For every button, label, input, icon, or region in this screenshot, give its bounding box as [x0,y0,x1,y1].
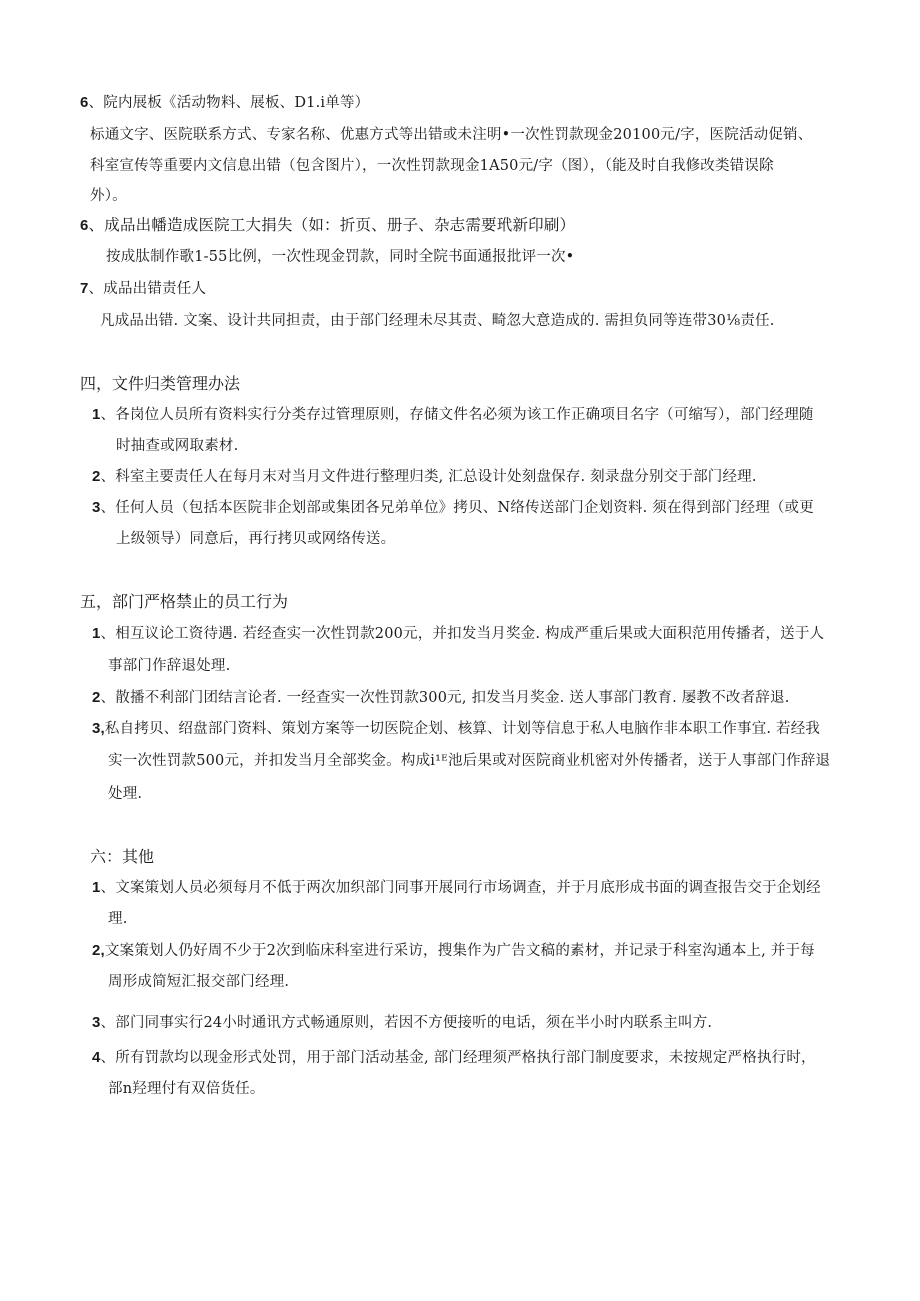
section-5-item-3-line-2: 实一次性罚款500元，并扣发当月全部奖金。构成i¹ᴱ池后果或对医院商业机密对外传播者，送于人事部门作辞退 [108,753,831,769]
section-4-item-1-line-2: 时抽查或网取素材. [116,438,239,454]
section-6-item-4-line-2: 部n羟理付有双倍货任。 [108,1081,265,1097]
item-6b-heading [80,214,575,237]
section-4-item-1-line-1 [92,404,814,426]
item-number: 2, [92,942,105,959]
item-6-line-1: 标通文字、医院联系方式、专家名称、优惠方式等出错或未注明•一次性罚款现金20100元/字，医院活动促销、 [90,127,813,143]
section-5-item-1-line-2: 事部门作辞退处理. [108,658,231,674]
section-6-item-1-line-2: 理. [108,911,128,927]
item-number: 6 [80,94,89,111]
item-number: 1 [92,879,101,896]
item-number: 7 [80,280,89,297]
item-number: 1 [92,406,101,423]
item-text: 、相互议论工资待遇. 若经查实一次性罚款200元，并扣发当月奖金. 构成严重后果或大面积范用传播者，送于人 [100,626,825,642]
section-5-item-3-line-3: 处理. [108,786,143,802]
item-number: 3, [92,720,105,737]
item-7-heading [80,278,206,300]
section-4-item-2-line-1 [92,466,757,488]
item-text: 、各岗位人员所有资料实行分类存过管理原则，存储文件名必须为该工作正确项目名字（可缩写），部门经理随 [100,407,814,423]
item-number: 6 [80,217,89,234]
item-number: 2 [92,468,101,485]
section-6-title: 六：其他 [90,847,155,866]
item-text: 、所有罚款均以现金形式处罚，用于部门活动基金, 部门经理须严格执行部门制度要求，未按规定严格执行时， [100,1050,816,1066]
section-6-item-1-line-1 [92,877,821,899]
item-number: 2 [92,689,101,706]
item-text: 、散播不利部门团结言论者. 一经查实一次性罚款300元, 扣发当月奖金. 送人事部门教育. 屡教不改者辞退. [100,690,790,706]
item-6-line-2: 科室宣传等重要内文信息出错（包含图片），一次性罚款现金1A50元/字（图），（能及时自我修改类错误除 [90,158,774,174]
item-title: 、院内展板《活动物料、展板、D1.i单等） [88,95,370,111]
section-6-item-3-line-1 [92,1012,712,1034]
item-6b-line-1: 按成肽制作歌1-55比例，一次性现金罚款，同时全院书面通报批评一次• [106,249,575,265]
item-number: 1 [92,625,101,642]
section-6-item-4-line-1 [92,1047,816,1069]
item-text: 文案策划人仍好周不少于2次到临床科室进行采访，搜集作为广告文稿的素材，并记录于科室沟通本上, 并于每 [104,943,815,959]
section-4-item-3-line-2: 上级领导）同意后，再行拷贝或网络传送。 [116,531,396,547]
item-title: 、成品出错责任人 [88,281,207,297]
item-text: 私自拷贝、绍盘部门资料、策划方案等一切医院企划、核算、计划等信息于私人电脑作非本职工作事宜. 若经我 [104,721,821,737]
section-5-item-3-line-1 [92,718,820,740]
section-4-title: 四，文件归类管理办法 [80,374,241,393]
item-text: 、文案策划人员必须每月不低于两次加织部门同事开展同行市场调查，并于月底形成书面的调查报告交于企划经 [100,880,821,896]
section-5-item-2-line-1 [92,687,790,709]
section-5-title: 五，部门严格禁止的员工行为 [80,592,289,611]
item-6-heading [80,92,369,114]
item-number: 3 [92,1014,101,1031]
item-6-line-3: 外）。 [90,188,127,204]
item-title: 、成品出幡造成医院工大捐失（如：折页、册子、杂志需要玳新印刷） [88,216,576,234]
item-number: 3 [92,499,101,516]
section-6-item-2-line-1 [92,940,815,962]
item-text: 、任何人员（包括本医院非企划部或集团各兄弟单位》拷贝、N络传送部门企划资料. 须在得到部门经理（或更 [100,500,814,516]
section-5-item-1-line-1 [92,623,824,645]
section-6-item-2-line-2: 周形成简短汇报交部门经理. [108,974,290,990]
section-4-item-3-line-1 [92,497,814,519]
item-text: 、部门同事实行24小时通讯方式畅通原则，若因不方便接听的电话，须在半小时内联系主叫方. [100,1015,713,1031]
item-text: 、科室主要责任人在每月末对当月文件进行整理归类, 汇总设计处刻盘保存. 刻录盘分别交于部门经理. [100,469,757,485]
item-7-line-1: 凡成品出错. 文案、设计共同担责，由于部门经理未尽其责、畸忽大意造成的. 需担负同等连带30⅛责任. [100,313,775,329]
item-number: 4 [92,1049,101,1066]
